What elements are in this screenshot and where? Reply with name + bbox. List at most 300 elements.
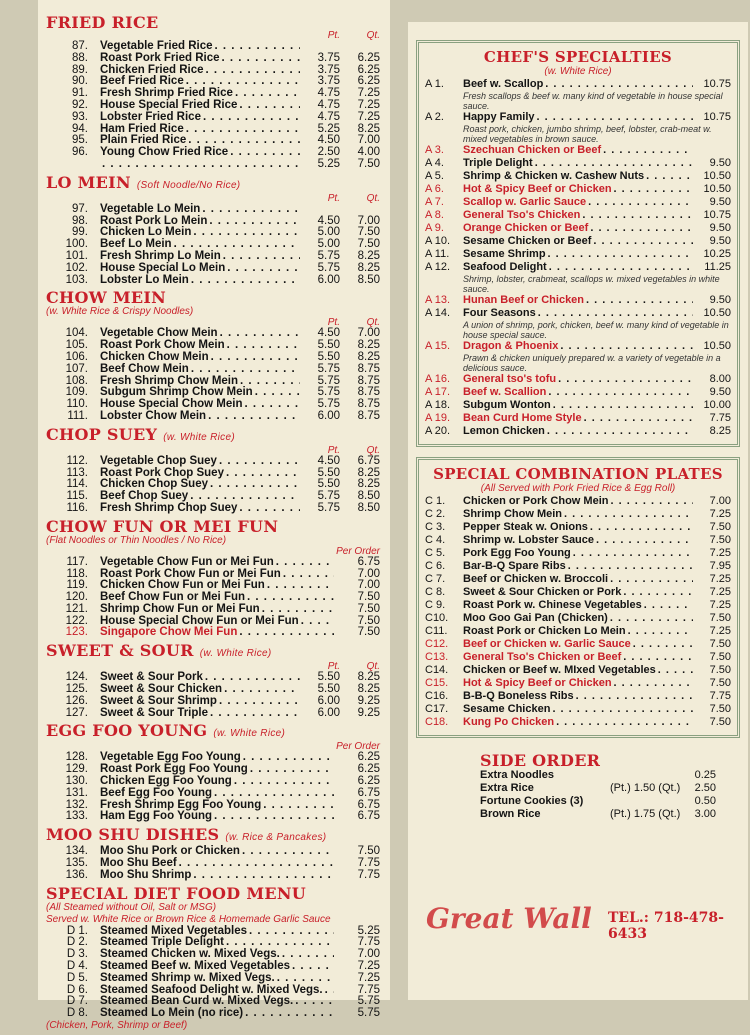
dot-leader: [623, 651, 693, 664]
item-price: 5.75: [357, 995, 380, 1008]
menu-item-C15[interactable]: [425, 677, 731, 690]
item-pint-price: 3.75: [317, 63, 340, 76]
diet-title: [46, 885, 380, 902]
item-number: A 10.: [425, 235, 451, 247]
item-name: Pork Egg Foo Young: [463, 547, 571, 559]
dot-leader: [222, 53, 300, 65]
item-name: Chicken Egg Foo Young: [100, 775, 232, 788]
item-name: Vegetable Lo Mein: [100, 202, 201, 215]
item-quart-price: 7.00: [357, 214, 380, 227]
item-name: General Tso's Chicken or Beef: [463, 651, 622, 663]
item-price: 7.50: [709, 521, 731, 533]
dot-leader: [247, 592, 334, 604]
side-order-title: SIDE ORDER: [480, 751, 601, 770]
item-price: 9.50: [709, 386, 731, 398]
item-price: 7.50: [709, 534, 731, 546]
item-number: C14.: [425, 664, 449, 676]
pint-header: Pt.: [327, 661, 340, 673]
diet-title-text: SPECIAL DIET FOOD MENU: [46, 883, 307, 903]
menu-item-121[interactable]: [46, 604, 380, 616]
item-number: 108.: [65, 374, 88, 387]
item-number: C 4.: [425, 534, 446, 546]
item-number: C 1.: [425, 495, 446, 507]
item-name: Sesame Shrimp: [463, 248, 546, 260]
menu-item-C8[interactable]: [425, 586, 731, 599]
item-name: Chicken or Pork Chow Mein: [463, 495, 609, 507]
left-menu-page: [38, 0, 390, 1032]
item-price: 7.00: [709, 495, 731, 507]
menu-item-C16[interactable]: [425, 690, 731, 703]
menu-item-D5[interactable]: [46, 973, 380, 985]
item-name: Beef Egg Foo Young: [100, 786, 213, 799]
combination-plates-box: [416, 457, 740, 738]
menu-item-101[interactable]: [46, 251, 380, 263]
item-price: 2.50: [694, 782, 716, 794]
menu-item-92[interactable]: [46, 100, 380, 112]
dot-leader: [215, 41, 301, 53]
dot-leader: [211, 352, 300, 364]
item-number: 95.: [72, 134, 88, 147]
side-item[interactable]: [480, 808, 726, 821]
telephone: TEL.: 718-478-6433: [608, 910, 724, 942]
dot-leader: [549, 261, 693, 274]
dot-leader: [614, 183, 693, 196]
egg_foo_young-note: (w. White Rice): [213, 728, 286, 740]
dot-leader: [230, 147, 300, 159]
dot-leader: [242, 846, 334, 858]
menu-item-A7[interactable]: [425, 196, 731, 209]
item-number: D 6.: [66, 983, 88, 996]
item-quart-price: 7.00: [357, 134, 380, 147]
menu-item-117[interactable]: [46, 557, 380, 569]
item-number: A 16.: [425, 373, 451, 385]
menu-item-C2[interactable]: [425, 508, 731, 521]
item-price: 7.75: [709, 412, 731, 424]
item-name: Chicken Lo Mein: [100, 226, 192, 239]
menu-item-A15[interactable]: [425, 340, 731, 353]
item-price: 5.75: [357, 1007, 380, 1020]
item-name: Roast Pork Chow Fun or Mei Fun: [100, 567, 281, 580]
item-name: Dragon & Phoenix: [463, 340, 559, 352]
item-name: Ham Egg Foo Young: [100, 810, 213, 823]
menu-item-127[interactable]: [46, 708, 380, 720]
menu-item-C3[interactable]: [425, 521, 731, 534]
menu-item-A5[interactable]: [425, 170, 731, 183]
item-name: Brown Rice: [480, 808, 541, 820]
menu-item-D8[interactable]: [46, 1008, 380, 1020]
item-pint-price: 5.50: [317, 466, 340, 479]
menu-item-102[interactable]: [46, 263, 380, 275]
item-number: 88.: [72, 51, 88, 64]
dot-leader: [250, 764, 334, 776]
item-pint-price: 4.50: [317, 134, 340, 147]
menu-item-112[interactable]: [46, 456, 380, 468]
dot-leader: [245, 399, 301, 411]
item-number: 136.: [65, 868, 88, 881]
item-number: D 8.: [66, 1007, 88, 1020]
quart-header: Qt.: [366, 192, 380, 204]
menu-item-131[interactable]: [46, 788, 380, 800]
item-number: A 12.: [425, 261, 451, 273]
dot-leader: [623, 586, 693, 599]
item-number: 109.: [65, 386, 88, 399]
item-name: Chicken Chow Fun or Mei Fun: [100, 579, 265, 592]
item-name: Roast Pork Egg Foo Young: [100, 763, 248, 776]
dot-leader: [206, 65, 300, 77]
dot-leader: [552, 703, 693, 716]
item-description: Roast pork, chicken, jumbo shrimp, beef, lobster, crab-meat w. mixed vegetables in brown sauce.: [463, 124, 712, 144]
menu-item-136[interactable]: [46, 870, 380, 882]
item-quart-price: 8.50: [357, 273, 380, 286]
item-pint-price: 3.75: [317, 75, 340, 88]
menu-item-A4[interactable]: [425, 157, 731, 170]
dot-leader: [210, 479, 300, 491]
item-price: 7.50: [709, 677, 731, 689]
item-name: Beef Lo Mein: [100, 238, 172, 251]
dot-leader: [227, 340, 300, 352]
menu-item-blank[interactable]: [46, 159, 380, 171]
menu-item-C10[interactable]: [425, 612, 731, 625]
item-pint-price: 6.00: [317, 706, 340, 719]
item-price: 7.25: [709, 547, 731, 559]
item-number: A 20.: [425, 425, 451, 437]
item-number: A 13.: [425, 294, 451, 306]
lo_mein-note: (Soft Noodle/No Rice): [136, 179, 241, 191]
menu-item-A20[interactable]: [425, 425, 731, 438]
dot-leader: [568, 560, 693, 573]
item-name: Fresh Shrimp Chop Suey: [100, 501, 238, 514]
item-number: 104.: [65, 327, 88, 340]
item-quart-price: 8.75: [357, 386, 380, 399]
item-number: 132.: [65, 798, 88, 811]
menu-item-C5[interactable]: [425, 547, 731, 560]
dot-leader: [234, 776, 334, 788]
item-name: Steamed Chicken w. Mixed Vegs.: [100, 948, 280, 961]
menu-item-103[interactable]: [46, 275, 380, 287]
menu-item-C4[interactable]: [425, 534, 731, 547]
item-name: Extra Noodles: [480, 769, 554, 781]
item-number: A 14.: [425, 307, 451, 319]
menu-item-A18[interactable]: [425, 399, 731, 412]
menu-item-A3[interactable]: [425, 144, 731, 157]
item-number: A 11.: [425, 248, 450, 260]
dot-leader: [658, 664, 693, 677]
menu-item-A8[interactable]: [425, 209, 731, 222]
combo-subtitle: (All Served with Pork Fried Rice & Egg Roll): [480, 483, 676, 494]
item-price: 7.50: [709, 703, 731, 715]
item-number: C10.: [425, 612, 449, 624]
item-number: 100.: [65, 238, 88, 251]
item-name: Lemon Chicken: [463, 425, 545, 437]
menu-item-C13[interactable]: [425, 651, 731, 664]
menu-item-135[interactable]: [46, 858, 380, 870]
item-name: Sweet & Sour Chicken: [100, 683, 223, 696]
menu-item-A12[interactable]: [425, 261, 731, 274]
lo_mein-title: [46, 174, 380, 194]
item-pint-price: 4.50: [317, 454, 340, 467]
item-price: 7.75: [357, 936, 380, 949]
item-quart-price: 9.25: [357, 706, 380, 719]
item-number: 106.: [65, 350, 88, 363]
quart-header: Qt.: [366, 444, 380, 456]
dot-leader: [628, 625, 693, 638]
item-name: Shrimp Chow Fun or Mei Fun: [100, 602, 260, 615]
menu-item-D7[interactable]: [46, 996, 380, 1008]
item-number: C15.: [425, 677, 449, 689]
item-name: Shrimp w. Lobster Sauce: [463, 534, 595, 546]
menu-item-A10[interactable]: [425, 235, 731, 248]
item-price: 10.00: [703, 399, 731, 411]
menu-item-111[interactable]: [46, 411, 380, 423]
item-pint-price: 5.75: [317, 501, 340, 514]
item-name: Chicken Fried Rice: [100, 63, 204, 76]
menu-item-130[interactable]: [46, 776, 380, 788]
menu-item-126[interactable]: [46, 696, 380, 708]
menu-item-106[interactable]: [46, 352, 380, 364]
item-price: 9.50: [709, 222, 731, 234]
menu-item-A11[interactable]: [425, 248, 731, 261]
menu-item-A2[interactable]: [425, 111, 731, 124]
dot-leader: [243, 752, 334, 764]
item-pint-price: 6.00: [317, 273, 340, 286]
menu-item-133[interactable]: [46, 811, 380, 823]
menu-item-A13[interactable]: [425, 294, 731, 307]
item-number: 115.: [66, 490, 88, 503]
item-number: 111.: [67, 409, 88, 422]
dot-leader: [223, 251, 300, 263]
chefs-specialties-box: [416, 40, 740, 447]
item-pint-price: 5.25: [317, 157, 340, 170]
dot-leader: [239, 627, 334, 639]
dot-leader: [226, 468, 300, 480]
item-number: C 3.: [425, 521, 446, 533]
dot-leader: [202, 204, 300, 216]
dot-leader: [208, 411, 300, 423]
menu-item-A1[interactable]: [425, 78, 731, 91]
item-price: 7.50: [357, 845, 380, 858]
item-name: Steamed Shrimp w. Mixed Vegs.: [100, 971, 275, 984]
item-number: 135.: [65, 857, 88, 870]
item-price: 7.50: [357, 614, 380, 627]
item-number: 97.: [72, 202, 88, 215]
item-number: A 1.: [425, 78, 444, 90]
diet-subtitle-1: (All Steamed without Oil, Salt or MSG): [46, 901, 217, 913]
item-quart-price: 9.25: [357, 694, 380, 707]
dot-leader: [538, 307, 693, 320]
item-price: 7.25: [709, 508, 731, 520]
item-number: 94.: [72, 122, 88, 135]
dot-leader: [553, 399, 693, 412]
item-name: Roast Pork Fried Rice: [100, 51, 220, 64]
menu-item-C11[interactable]: [425, 625, 731, 638]
dot-leader: [556, 716, 693, 729]
item-number: C11.: [425, 625, 448, 637]
dot-leader: [209, 216, 300, 228]
item-number: 112.: [66, 454, 88, 467]
item-number: 93.: [72, 110, 88, 123]
item-number: 107.: [65, 362, 88, 375]
menu-item-C17[interactable]: [425, 703, 731, 716]
item-name: Steamed Mixed Vegetables: [100, 924, 248, 937]
menu-item-C9[interactable]: [425, 599, 731, 612]
item-number: 133.: [65, 810, 88, 823]
item-number: 99.: [72, 226, 88, 239]
item-pint-price: 4.75: [317, 87, 340, 100]
dot-leader: [564, 508, 693, 521]
item-number: 101.: [65, 249, 88, 262]
item-name: Roast Pork Lo Mein: [100, 214, 208, 227]
menu-item-107[interactable]: [46, 364, 380, 376]
item-number: D 4.: [66, 960, 88, 973]
item-name: House Special Chow Fun or Mei Fun: [100, 614, 299, 627]
item-number: 121.: [65, 602, 88, 615]
diet-subtitle-2: Served w. White Rice or Brown Rice & Homemade Garlic Sauce: [46, 913, 331, 925]
item-number: C16.: [425, 690, 449, 702]
menu-item-C1[interactable]: [425, 495, 731, 508]
item-number: 114.: [66, 478, 88, 491]
item-quart-price: 7.00: [357, 327, 380, 340]
item-number: D 2.: [66, 936, 88, 949]
dot-leader: [203, 112, 300, 124]
item-name: Steamed Triple Delight: [100, 936, 224, 949]
item-name: Vegetable Chow Fun or Mei Fun: [100, 555, 274, 568]
item-pint-price: 5.75: [317, 398, 340, 411]
item-number: C 7.: [425, 573, 446, 585]
item-number: C 6.: [425, 560, 446, 572]
menu-item-97[interactable]: [46, 204, 380, 216]
menu-item-C12[interactable]: [425, 638, 731, 651]
dot-leader: [193, 227, 300, 239]
item-number: 127.: [65, 706, 88, 719]
egg_foo_young-title-text: EGG FOO YOUNG: [46, 721, 208, 741]
item-pint-price: 5.50: [317, 350, 340, 363]
chef-subtitle: (w. White Rice): [544, 66, 612, 77]
item-price: 9.50: [709, 157, 731, 169]
item-name: House Special Chow Mein: [100, 398, 243, 411]
item-name: B-B-Q Boneless Ribs: [463, 690, 574, 702]
dot-leader: [537, 111, 693, 124]
item-quart-price: 7.25: [357, 110, 380, 123]
side-item[interactable]: [480, 795, 726, 808]
item-name: Beef Fried Rice: [100, 75, 184, 88]
side-item[interactable]: [480, 769, 726, 782]
item-price: 6.75: [357, 810, 380, 823]
item-pint-price: 2.50: [317, 146, 340, 159]
item-name: Sweet & Sour Pork: [100, 671, 203, 684]
menu-item-93[interactable]: [46, 112, 380, 124]
dot-leader: [560, 340, 693, 353]
item-name: Extra Rice: [480, 782, 534, 794]
menu-item-88[interactable]: [46, 53, 380, 65]
item-quart-price: 8.25: [357, 466, 380, 479]
dot-leader: [644, 599, 693, 612]
item-name: Fresh Shrimp Chow Mein: [100, 374, 239, 387]
item-quart-price: 6.25: [357, 51, 380, 64]
chow_mein-subtitle: (w. White Rice & Crispy Noodles): [46, 306, 194, 318]
chow_mein-title-text: CHOW MEIN: [46, 288, 167, 308]
item-name: Chicken or Beef w. MIxed Vegetables: [463, 664, 656, 676]
item-price: 7.50: [357, 591, 380, 604]
side-item[interactable]: [480, 782, 726, 795]
menu-item-A14[interactable]: [425, 307, 731, 320]
item-pint-price: 4.75: [317, 98, 340, 111]
item-price: 0.50: [694, 795, 716, 807]
item-name: Sweet & Sour Triple: [100, 706, 208, 719]
item-number: A 18.: [425, 399, 451, 411]
item-name: Roast Pork Chop Suey: [100, 466, 224, 479]
menu-item-A19[interactable]: [425, 412, 731, 425]
item-quart-price: 8.50: [357, 490, 380, 503]
menu-item-C18[interactable]: [425, 716, 731, 729]
item-number: 125.: [65, 683, 88, 696]
item-number: D 5.: [66, 971, 88, 984]
menu-item-C6[interactable]: [425, 560, 731, 573]
menu-item-A9[interactable]: [425, 222, 731, 235]
dot-leader: [102, 159, 300, 171]
item-name: Fortune Cookies (3): [480, 795, 584, 807]
chop_suey-title-text: CHOP SUEY: [46, 424, 158, 444]
menu-item-A6[interactable]: [425, 183, 731, 196]
pint-header: Pt.: [327, 30, 340, 41]
item-pint-price: 6.00: [317, 694, 340, 707]
dot-leader: [249, 926, 334, 938]
menu-item-132[interactable]: [46, 800, 380, 812]
menu-item-123[interactable]: [46, 627, 380, 639]
dot-leader: [614, 677, 693, 690]
dot-leader: [558, 373, 693, 386]
item-price: 7.25: [357, 971, 380, 984]
item-name: Triple Delight: [463, 157, 533, 169]
item-pint-price: 5.75: [317, 490, 340, 503]
menu-item-C14[interactable]: [425, 664, 731, 677]
item-name: Sweet & Sour Chicken or Pork: [463, 586, 622, 598]
item-name: Roast Pork or Chicken Lo Mein: [463, 625, 626, 637]
item-pint-price: 5.00: [317, 226, 340, 239]
item-price: 7.50: [709, 638, 731, 650]
dot-leader: [582, 209, 693, 222]
menu-item-A16[interactable]: [425, 373, 731, 386]
item-pint-price: 5.00: [317, 238, 340, 251]
item-pint-price: 5.25: [317, 122, 340, 135]
lo_mein-title-text: LO MEIN: [46, 172, 131, 192]
item-price: 7.25: [709, 573, 731, 585]
item-quart-price: 8.75: [357, 409, 380, 422]
item-name: Vegetable Egg Foo Young: [100, 751, 241, 764]
item-name: Chicken Chow Mein: [100, 350, 209, 363]
item-number: 123.: [65, 626, 88, 639]
item-quart-price: 6.25: [357, 75, 380, 88]
dot-leader: [573, 547, 693, 560]
item-number: 102.: [65, 261, 88, 274]
chop_suey-note: (w. White Rice): [163, 431, 235, 443]
menu-item-116[interactable]: [46, 503, 380, 515]
item-price: 11.25: [704, 261, 731, 273]
item-price: 7.50: [709, 612, 731, 624]
item-price: 7.00: [357, 948, 380, 961]
menu-item-A17[interactable]: [425, 386, 731, 399]
item-price: 10.50: [703, 307, 731, 319]
item-price: 10.50: [703, 183, 731, 195]
dot-leader: [193, 870, 334, 882]
menu-item-C7[interactable]: [425, 573, 731, 586]
menu-item-134[interactable]: [46, 846, 380, 858]
moo_shu-title-text: MOO SHU DISHES: [46, 825, 220, 845]
dot-leader: [224, 684, 300, 696]
item-quart-price: 7.25: [357, 87, 380, 100]
dot-leader: [179, 858, 334, 870]
item-name: Singapore Chow Mei Fun: [100, 626, 238, 639]
dot-leader: [262, 604, 334, 616]
